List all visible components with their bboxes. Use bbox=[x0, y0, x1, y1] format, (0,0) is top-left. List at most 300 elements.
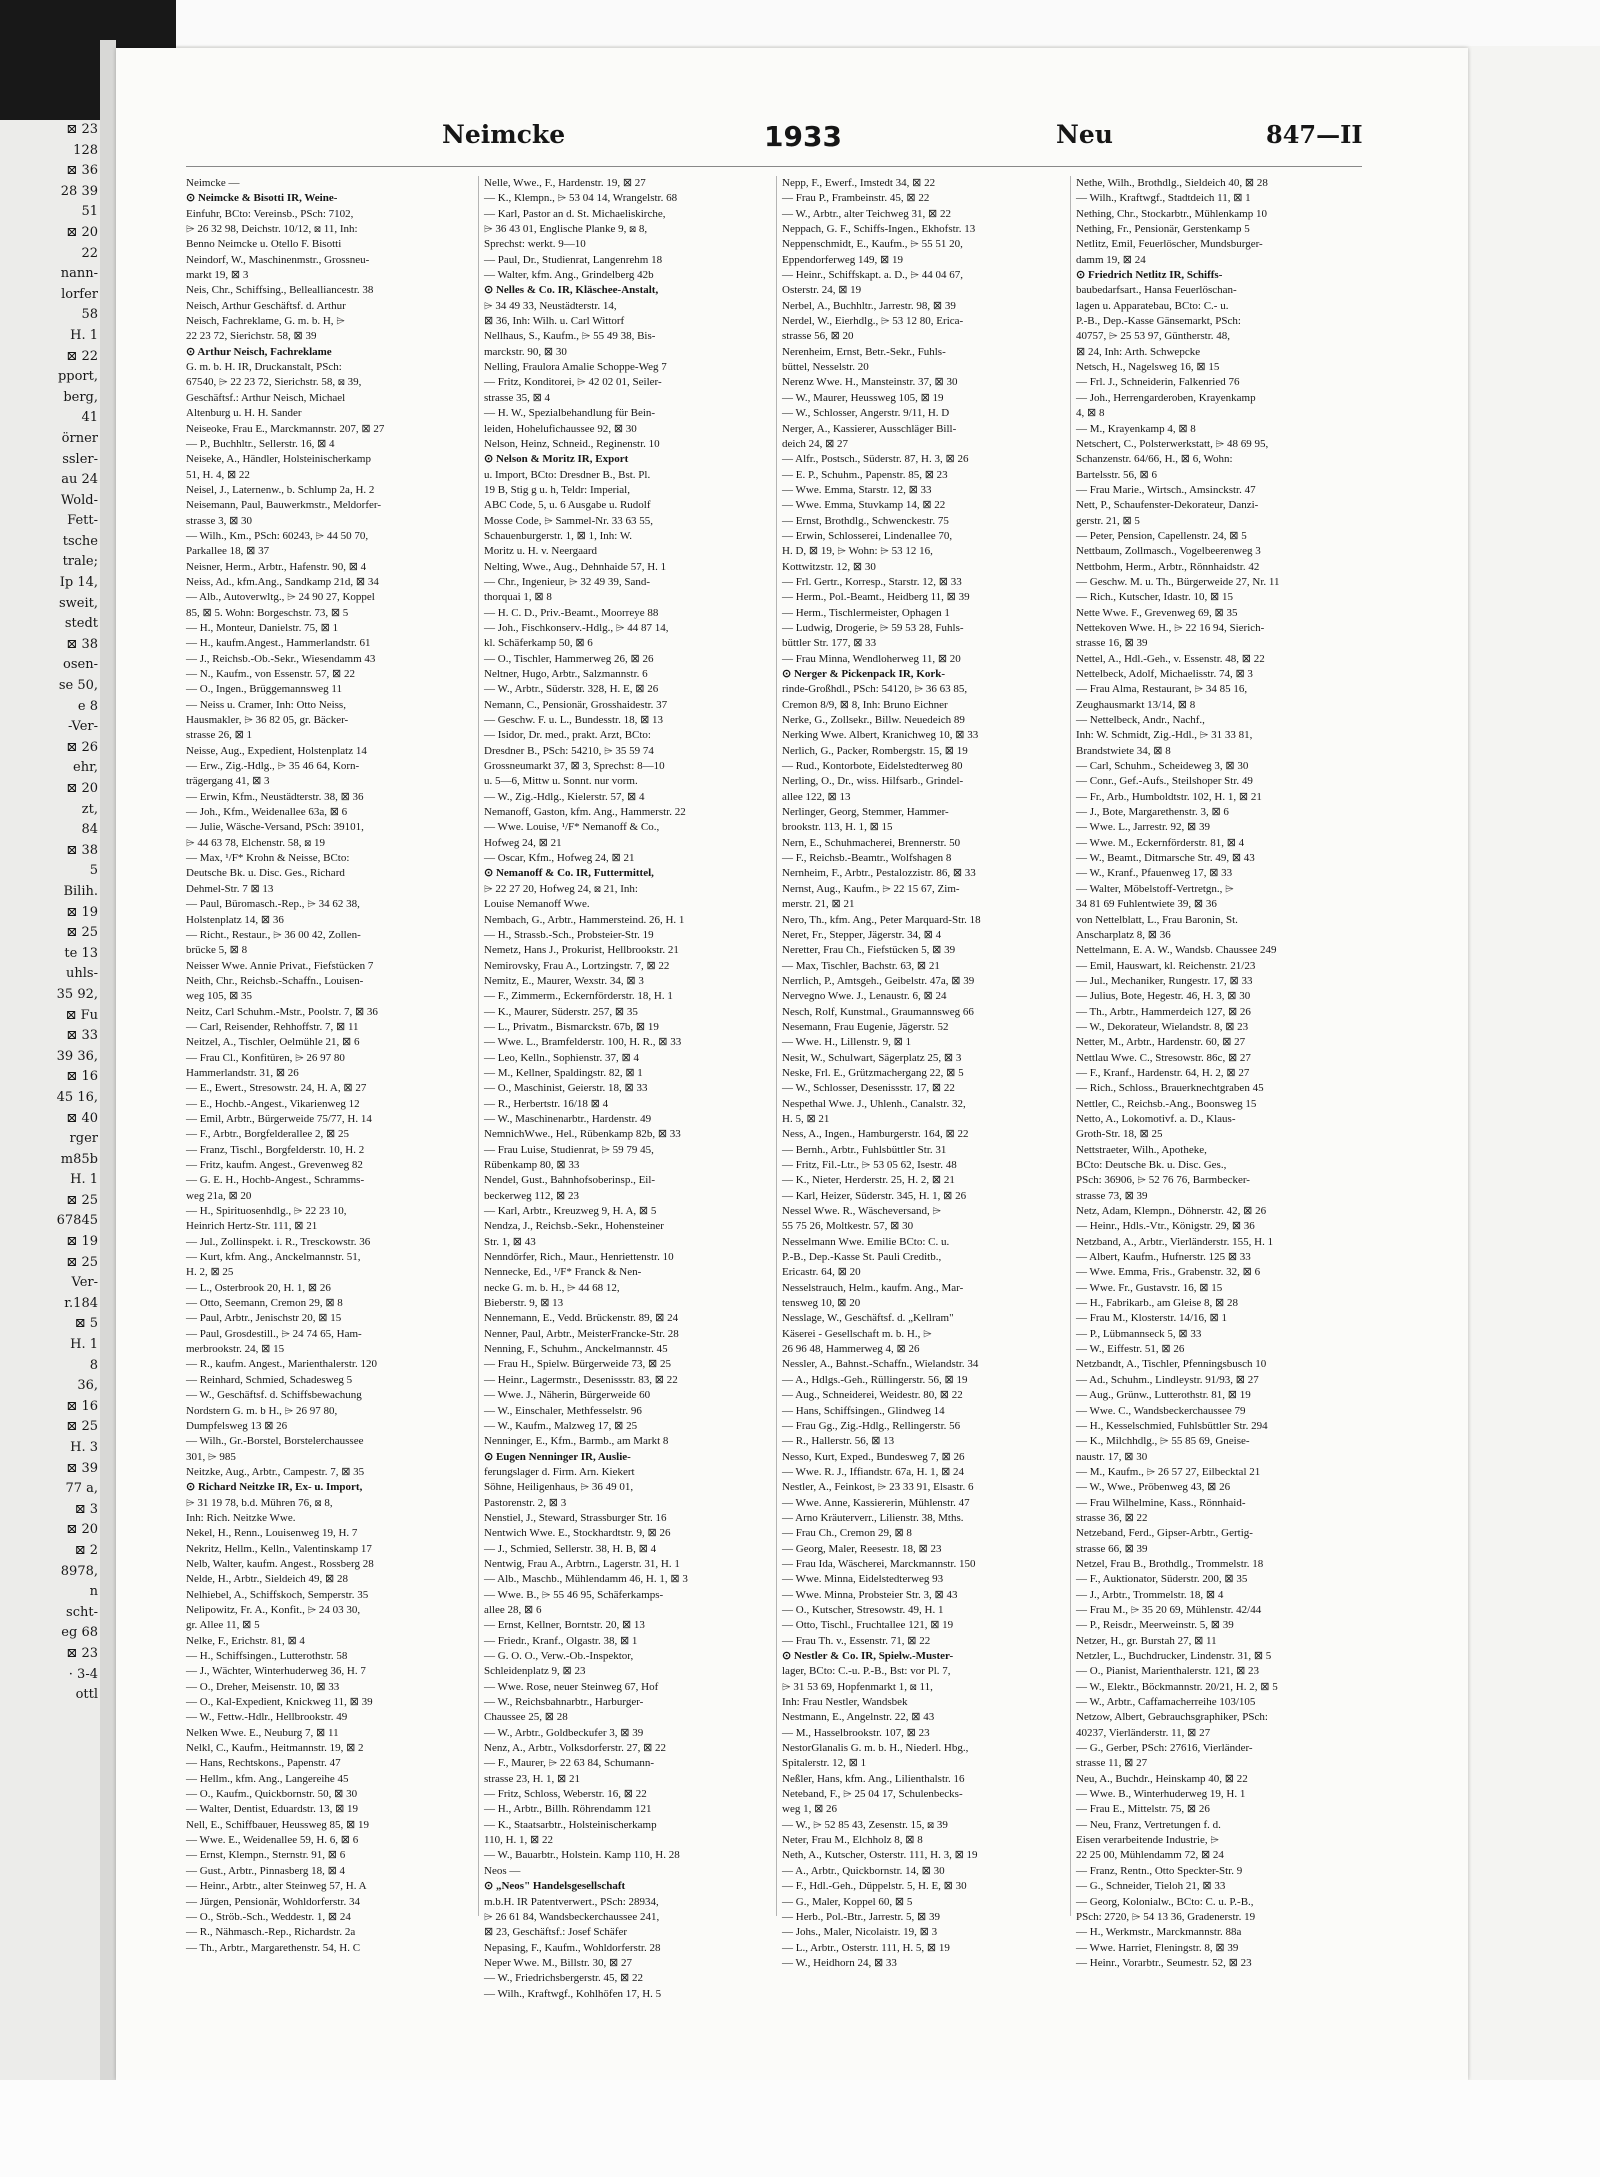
directory-entry-line: — Geschw. F. u. L., Bundesstr. 18, ⊠ 13 bbox=[484, 714, 664, 727]
previous-page-line: Ver- bbox=[71, 1275, 98, 1291]
directory-entry-line: ⊠ 24, Inh: Arth. Schwepcke bbox=[1076, 345, 1201, 358]
directory-entry-line: — Franz, Tischl., Borgfelderstr. 10, H. 2 bbox=[186, 1143, 365, 1156]
directory-entry-line: — W., Maschinenarbtr., Hardenstr. 49 bbox=[484, 1112, 652, 1125]
directory-entry-line: — Wwe. R. J., Iffiandstr. 67a, H. 1, ⊠ 24 bbox=[782, 1465, 965, 1478]
directory-entry-line: — Rud., Kontorbote, Eidelstedterweg 80 bbox=[782, 760, 963, 773]
directory-entry-line: Neter, Frau M., Elchholz 8, ⊠ 8 bbox=[782, 1834, 923, 1847]
directory-entry-line: — F., Auktionator, Süderstr. 200, ⊠ 35 bbox=[1076, 1573, 1248, 1586]
previous-page-line: 22 bbox=[81, 245, 98, 261]
directory-entry-line: — R., Nähmasch.-Rep., Richardstr. 2a bbox=[186, 1926, 356, 1939]
directory-entry-line: — H., Werkmstr., Marckmannstr. 88a bbox=[1076, 1926, 1242, 1939]
directory-entry-line: Neßler, Hans, kfm. Ang., Lilienthalstr. 16 bbox=[782, 1772, 965, 1785]
previous-page-line: 39 36, bbox=[56, 1048, 98, 1064]
directory-entry-line: — Hellm., kfm. Ang., Langereihe 45 bbox=[186, 1772, 349, 1785]
directory-entry-line: — Rich., Schloss., Brauerknechtgraben 45 bbox=[1076, 1082, 1264, 1095]
directory-entry-line: Netzler, L., Buchdrucker, Lindenstr. 31, ⊠ 5 bbox=[1076, 1650, 1272, 1662]
directory-entry-line: Nennecke, Ed., ¹/F* Franck & Nen- bbox=[484, 1266, 642, 1279]
directory-entry-line: — Neu, Franz, Vertretungen f. d. bbox=[1076, 1818, 1221, 1831]
directory-entry-line: Netzel, Frau B., Brothdlg., Trommelstr. 18 bbox=[1076, 1557, 1264, 1570]
previous-page-line: ⊠ 25 bbox=[66, 1254, 98, 1270]
previous-page-line: eg 68 bbox=[61, 1625, 98, 1641]
directory-entry-line: Nestmann, E., Angelnstr. 22, ⊠ 43 bbox=[782, 1711, 935, 1724]
directory-entry-line: Nero, Th., kfm. Ang., Peter Marquard-Str. 18 bbox=[782, 913, 981, 926]
directory-entry-line: Nordstern G. m. b H., ⌲ 26 97 80, bbox=[186, 1404, 338, 1417]
directory-entry-line: — Wwe. B., ⌲ 55 46 95, Schäferkamps- bbox=[484, 1588, 664, 1601]
directory-entry-line: 19 B, Stig g u. h, Teldr: Imperial, bbox=[484, 483, 630, 496]
previous-page-line: Wold- bbox=[60, 492, 98, 508]
directory-entry-line: — Paul, Grosdestill., ⌲ 24 74 65, Ham- bbox=[186, 1327, 362, 1340]
directory-entry-line: lagen u. Apparatebau, BCto: C.- u. bbox=[1076, 299, 1229, 312]
directory-entry-line: Sprechst: werkt. 9—10 bbox=[484, 238, 586, 251]
directory-entry-line: Parkallee 18, ⊠ 37 bbox=[186, 545, 270, 558]
directory-entry-line: — N., Kaufm., von Essenstr. 57, ⊠ 22 bbox=[186, 668, 356, 680]
previous-page-line: · 3-4 bbox=[68, 1666, 98, 1682]
directory-entry-line: Netz, Adam, Klempn., Döhnerstr. 42, ⊠ 26 bbox=[1076, 1205, 1267, 1218]
directory-entry-line: Neith, Chr., Reichsb.-Schaffn., Louisen- bbox=[186, 974, 364, 987]
directory-entry-line: strasse 11, ⊠ 27 bbox=[1076, 1757, 1148, 1770]
directory-entry-line: — L., Osterbrook 20, H. 1, ⊠ 26 bbox=[186, 1281, 331, 1294]
previous-page-line: ⊠ 19 bbox=[66, 1234, 98, 1250]
directory-entry-line: ⌲ 34 49 33, Neustädterstr. 14, bbox=[484, 299, 617, 312]
directory-entry-line: — Frau Alma, Restaurant, ⌲ 34 85 16, bbox=[1076, 683, 1248, 696]
previous-page-line: örner bbox=[61, 430, 98, 446]
directory-entry-line: deich 24, ⊠ 27 bbox=[782, 437, 849, 450]
previous-page-line: ⊠ 20 bbox=[66, 1522, 98, 1538]
directory-entry-line: — W., Kranf., Pfauenweg 17, ⊠ 33 bbox=[1076, 867, 1233, 880]
previous-page-line: tsche bbox=[62, 533, 98, 549]
directory-entry-line: — A., Hdlgs.-Geh., Rüllingerstr. 56, ⊠ 19 bbox=[782, 1373, 968, 1386]
previous-page-line: zt, bbox=[81, 801, 98, 817]
directory-entry-line: Neis, Chr., Schiffsing., Bellealliancestr. 38 bbox=[186, 284, 374, 297]
directory-entry-line: — Wwe. L., Bramfelderstr. 100, H. R., ⊠ 33 bbox=[484, 1036, 682, 1049]
directory-entry-line: — O., Ingen., Brüggemannsweg 11 bbox=[186, 683, 343, 696]
directory-entry-line: Neth, A., Kutscher, Osterstr. 111, H. 3, ⊠ 19 bbox=[782, 1849, 978, 1862]
directory-entry-line: — W., Reichsbahnarbtr., Harburger- bbox=[484, 1696, 644, 1709]
directory-entry-line: — O., Dreher, Meisenstr. 10, ⊠ 33 bbox=[186, 1680, 340, 1693]
directory-entry-line: — Wwe. Minna, Eidelstedterweg 93 bbox=[782, 1573, 944, 1586]
directory-entry-line: Nette Wwe. F., Grevenweg 69, ⊠ 35 bbox=[1076, 606, 1238, 619]
directory-entry-line: — Aug., Schneiderei, Weidestr. 80, ⊠ 22 bbox=[782, 1389, 963, 1402]
previous-page-line: m85b bbox=[60, 1151, 98, 1167]
directory-entry-line: baubedarfsart., Hansa Feuerlöschan- bbox=[1076, 284, 1237, 297]
previous-page-line: H. 1 bbox=[70, 1172, 98, 1188]
directory-entry-line: weg 105, ⊠ 35 bbox=[186, 990, 253, 1003]
directory-entry-line: Nembach, G., Arbtr., Hammersteind. 26, H. 1 bbox=[484, 913, 685, 926]
previous-page-line: berg, bbox=[63, 389, 98, 405]
directory-entry-line: Chaussee 25, ⊠ 28 bbox=[484, 1711, 568, 1724]
directory-entry-line: — R., Hallerstr. 56, ⊠ 13 bbox=[782, 1435, 895, 1448]
directory-entry-line: — Heinr., Schiffskapt. a. D., ⌲ 44 04 67, bbox=[782, 269, 963, 282]
directory-entry-line: — Reinhard, Schmied, Schadesweg 5 bbox=[186, 1373, 353, 1386]
directory-entry-line: ⌲ 44 63 78, Elchenstr. 58, ⊠ 19 bbox=[186, 836, 326, 849]
directory-entry-line: Neitzke, Aug., Arbtr., Campestr. 7, ⊠ 35 bbox=[186, 1465, 365, 1478]
directory-entry-line: ⌲ 31 19 78, b.d. Mühren 76, ⊠ 8, bbox=[186, 1496, 333, 1509]
directory-entry-line: Mosse Code, ⌲ Sammel-Nr. 33 63 55, bbox=[484, 514, 653, 527]
directory-entry-line: Neisser Wwe. Annie Privat., Fiefstücken 7 bbox=[186, 959, 374, 972]
directory-entry-line: rinde-Großhdl., PSch: 54120, ⌲ 36 63 85, bbox=[782, 683, 968, 696]
directory-entry-line: — Neiss u. Cramer, Inh: Otto Neiss, bbox=[186, 698, 346, 711]
directory-entry-line: Netschert, C., Polsterwerkstatt, ⌲ 48 69 95, bbox=[1076, 437, 1269, 450]
directory-entry-line: Bartelsstr. 56, ⊠ 6 bbox=[1076, 468, 1158, 481]
directory-entry-line: — W., Beamt., Ditmarsche Str. 49, ⊠ 43 bbox=[1076, 852, 1255, 865]
previous-page-line: Ip 14, bbox=[59, 575, 98, 591]
directory-entry-line: Hausmakler, ⌲ 36 82 05, gr. Bäcker- bbox=[186, 714, 349, 727]
directory-entry-line: H. 2, ⊠ 25 bbox=[186, 1266, 234, 1279]
directory-entry-line: Str. 1, ⊠ 43 bbox=[484, 1235, 536, 1248]
directory-entry-line: H. 5, ⊠ 21 bbox=[782, 1112, 830, 1125]
header-rule bbox=[186, 166, 1362, 167]
directory-entry-line: — R., kaufm. Angest., Marienthalerstr. 120 bbox=[186, 1358, 377, 1371]
directory-entry-line: — Alb., Autoverwltg., ⌲ 24 90 27, Koppel bbox=[186, 591, 375, 604]
directory-entry-line: 22 25 00, Mühlendamm 72, ⊠ 24 bbox=[1076, 1849, 1224, 1862]
directory-entry-line: — Frau Luise, Studienrat, ⌲ 59 79 45, bbox=[484, 1143, 654, 1156]
directory-entry-line: — W., Zig.-Hdlg., Kielerstr. 57, ⊠ 4 bbox=[484, 790, 645, 803]
previous-page-line: lorfer bbox=[61, 286, 98, 302]
directory-entry-line: — Geschw. M. u. Th., Bürgerweide 27, Nr. 11 bbox=[1076, 575, 1280, 588]
directory-entry-line: — K., Klempn., ⌲ 53 04 14, Wrangelstr. 68 bbox=[484, 192, 678, 205]
directory-entry-line: — Max, Tischler, Bachstr. 63, ⊠ 21 bbox=[782, 959, 940, 972]
directory-entry-line: strasse 23, H. 1, ⊠ 21 bbox=[484, 1772, 580, 1785]
previous-page-line: trale; bbox=[62, 554, 98, 570]
directory-entry-line: allee 122, ⊠ 13 bbox=[782, 790, 851, 803]
directory-entry-line: — Erwin, Kfm., Neustädterstr. 38, ⊠ 36 bbox=[186, 790, 364, 803]
directory-column-3 bbox=[782, 176, 1068, 1976]
directory-entry-line: Cremon 8/9, ⊠ 8, Inh: Bruno Eichner bbox=[782, 698, 948, 711]
directory-entry-line: ⌲ 26 61 84, Wandsbeckerchaussee 241, bbox=[484, 1910, 660, 1923]
directory-entry-line: 110, H. 1, ⊠ 22 bbox=[484, 1834, 554, 1847]
previous-page-line: 67845 bbox=[56, 1213, 98, 1229]
directory-entry-line: — O., Ströb.-Sch., Weddestr. 1, ⊠ 24 bbox=[186, 1910, 351, 1923]
directory-entry-line: — Th., Arbtr., Hammerdeich 127, ⊠ 26 bbox=[1076, 1005, 1251, 1018]
directory-entry-line: Nelhiebel, A., Schiffskoch, Semperstr. 35 bbox=[186, 1588, 369, 1601]
directory-entry-line: — Albert, Kaufm., Hufnerstr. 125 ⊠ 33 bbox=[1076, 1251, 1251, 1264]
directory-entry-line: brücke 5, ⊠ 8 bbox=[186, 944, 248, 957]
directory-entry-line: Nenning, F., Schuhm., Anckelmannstr. 45 bbox=[484, 1343, 668, 1356]
directory-entry-line: Nemirovsky, Frau A., Lortzingstr. 7, ⊠ 22 bbox=[484, 959, 670, 972]
column-divider bbox=[1070, 176, 1071, 1916]
directory-entry-line: 40237, Vierländerstr. 11, ⊠ 27 bbox=[1076, 1726, 1211, 1739]
directory-entry-line: — Isidor, Dr. med., prakt. Arzt, BCto: bbox=[484, 729, 651, 742]
directory-entry-line: Nerking Wwe. Albert, Kranichweg 10, ⊠ 33 bbox=[782, 729, 979, 742]
previous-page-line: 5 bbox=[89, 863, 98, 879]
directory-entry-line: Nemann, C., Pensionär, Grosshaidestr. 37 bbox=[484, 698, 668, 711]
previous-page-line: H. 3 bbox=[70, 1440, 98, 1455]
directory-entry-line: ⌲ 26 32 98, Deichstr. 10/12, ⊠ 11, Inh: bbox=[186, 223, 358, 236]
directory-entry-line: Söhne, Heiligenhaus, ⌲ 36 49 01, bbox=[484, 1481, 634, 1494]
directory-entry-line: — Karl, Pastor an d. St. Michaeliskirche, bbox=[484, 207, 666, 220]
directory-entry-line: Pastorenstr. 2, ⊠ 3 bbox=[484, 1496, 567, 1509]
directory-entry-line: — M., Kellner, Spaldingstr. 82, ⊠ 1 bbox=[484, 1066, 643, 1079]
directory-entry-line: P.-B., Dep.-Kasse St. Pauli Creditb., bbox=[782, 1251, 942, 1264]
directory-entry-line: — Wwe. Anne, Kassiererin, Mühlenstr. 47 bbox=[782, 1496, 970, 1509]
directory-entry-line: — M., Kaufm., ⌲ 26 57 27, Eilbecktal 21 bbox=[1076, 1465, 1261, 1478]
directory-entry-line: Neiseke, A., Händler, Holsteinischerkamp bbox=[186, 453, 371, 466]
directory-entry-line: — Karl, Heizer, Süderstr. 345, H. 1, ⊠ 26 bbox=[782, 1189, 967, 1202]
previous-page-line: nann- bbox=[60, 266, 98, 282]
directory-entry-line: Neisner, Herm., Arbtr., Hafenstr. 90, ⊠ 4 bbox=[186, 560, 367, 573]
directory-entry-line: weg 1, ⊠ 26 bbox=[782, 1803, 838, 1816]
directory-entry-line: u. 5—6, Mittw u. Sonnt. nur vorm. bbox=[484, 775, 638, 788]
directory-entry-line: 67540, ⌲ 22 23 72, Sierichstr. 58, ⊠ 39, bbox=[186, 376, 362, 389]
directory-entry-line: — W., Heidhorn 24, ⊠ 33 bbox=[782, 1956, 897, 1969]
directory-entry-line: — Ernst, Klempn., Sternstr. 91, ⊠ 6 bbox=[186, 1849, 346, 1862]
directory-entry-line: Moritz u. H. v. Neergaard bbox=[484, 545, 598, 558]
directory-entry-line: Neppenschmidt, E., Kaufm., ⌲ 55 51 20, bbox=[782, 238, 963, 251]
directory-entry-line: Nelting, Wwe., Aug., Dehnhaide 57, H. 1 bbox=[484, 560, 667, 573]
directory-entry-line: — Conr., Gef.-Aufs., Steilshoper Str. 49 bbox=[1076, 775, 1253, 788]
directory-entry-line: Nett, P., Schaufenster-Dekorateur, Danzi- bbox=[1076, 499, 1259, 512]
directory-entry-line: Holstenplatz 14, ⊠ 36 bbox=[186, 913, 284, 926]
previous-page-line: ⊠ 16 bbox=[66, 1398, 98, 1414]
directory-entry-line: strasse 56, ⊠ 20 bbox=[782, 330, 854, 343]
previous-page-line: e 8 bbox=[77, 698, 98, 714]
previous-page-line: 77 a, bbox=[65, 1481, 98, 1497]
directory-entry-line: Geschäftsf.: Arthur Neisch, Michael bbox=[186, 391, 346, 404]
directory-entry-line: Deutsche Bk. u. Disc. Ges., Richard bbox=[186, 867, 345, 880]
directory-entry-line: 26 96 48, Hammerweg 4, ⊠ 26 bbox=[782, 1343, 920, 1356]
directory-entry-line: u. Import, BCto: Dresdner B., Bst. Pl. bbox=[484, 468, 651, 481]
directory-entry-line: — Fritz, Schloss, Weberstr. 16, ⊠ 22 bbox=[484, 1788, 647, 1801]
directory-entry-line: ⊙ Nerger & Pickenpack IR, Kork- bbox=[782, 668, 945, 680]
previous-page-line: 8978, bbox=[60, 1563, 98, 1579]
directory-entry-line: Netlitz, Emil, Feuerlöscher, Mundsburger- bbox=[1076, 238, 1263, 251]
directory-entry-line: — O., Pianist, Marienthalerstr. 121, ⊠ 23 bbox=[1076, 1665, 1260, 1678]
directory-entry-line: — Walter, Dentist, Eduardstr. 13, ⊠ 19 bbox=[186, 1803, 359, 1816]
directory-entry-line: — Arno Kräuterverr., Lilienstr. 38, Mths. bbox=[782, 1511, 964, 1524]
directory-entry-line: ⌲ 36 43 01, Englische Planke 9, ⊠ 8, bbox=[484, 223, 648, 236]
directory-entry-line: Nenstiel, J., Steward, Strassburger Str. 16 bbox=[484, 1511, 667, 1524]
directory-entry-line: Nesselmann Wwe. Emilie BCto: C. u. bbox=[782, 1235, 950, 1248]
directory-entry-line: — Wwe. Louise, ¹/F* Nemanoff & Co., bbox=[484, 821, 660, 834]
directory-entry-line: — Erwin, Schlosserei, Lindenallee 70, bbox=[782, 529, 953, 542]
previous-page-line: 58 bbox=[81, 307, 98, 323]
directory-entry-line: — Alfr., Postsch., Süderstr. 87, H. 3, ⊠ 26 bbox=[782, 453, 969, 466]
directory-entry-line: Eppendorferweg 149, ⊠ 19 bbox=[782, 253, 904, 266]
directory-entry-line: Neretter, Frau Ch., Fiefstücken 5, ⊠ 39 bbox=[782, 944, 956, 957]
directory-entry-line: Neimcke — bbox=[186, 177, 240, 189]
directory-entry-line: Nettelbeck, Adolf, Michaelisstr. 74, ⊠ 3 bbox=[1076, 668, 1253, 680]
previous-page-line: 8 bbox=[89, 1357, 98, 1373]
directory-entry-line: marckstr. 90, ⊠ 30 bbox=[484, 345, 567, 358]
directory-entry-line: Neppach, G. F., Schiffs-Ingen., Ekhofstr. 13 bbox=[782, 223, 976, 236]
directory-entry-line: strasse 3, ⊠ 30 bbox=[186, 514, 253, 527]
directory-entry-line: Nespethal Wwe. J., Uhlenh., Canalstr. 32, bbox=[782, 1097, 966, 1110]
previous-page-line: Bilih. bbox=[63, 883, 98, 899]
directory-entry-line: — Friedr., Kranf., Olgastr. 38, ⊠ 1 bbox=[484, 1634, 638, 1647]
directory-entry-line: — Chr., Ingenieur, ⌲ 32 49 39, Sand- bbox=[484, 575, 651, 588]
directory-entry-line: — Wwe. Emma, Fris., Grabenstr. 32, ⊠ 6 bbox=[1076, 1266, 1261, 1279]
directory-entry-line: Einfuhr, BCto: Vereinsb., PSch: 7102, bbox=[186, 207, 354, 220]
directory-entry-line: — Herm., Pol.-Beamt., Heidberg 11, ⊠ 39 bbox=[782, 591, 970, 604]
previous-page-line: r.184 bbox=[64, 1295, 98, 1311]
directory-entry-line: — F., Maurer, ⌲ 22 63 84, Schumann- bbox=[484, 1757, 655, 1770]
directory-entry-line: Dumpfelsweg 13 ⊠ 26 bbox=[186, 1419, 288, 1432]
directory-entry-line: — Frl. J., Schneiderin, Falkenried 76 bbox=[1076, 376, 1240, 389]
directory-entry-line: Netter, M., Arbtr., Hardenstr. 60, ⊠ 27 bbox=[1076, 1036, 1246, 1049]
directory-entry-line: — H., Arbtr., Billh. Röhrendamm 121 bbox=[484, 1803, 652, 1816]
directory-entry-line: — Otto, Seemann, Cremon 29, ⊠ 8 bbox=[186, 1297, 343, 1310]
directory-entry-line: Dehmel-Str. 7 ⊠ 13 bbox=[186, 882, 274, 895]
directory-entry-line: — P., Buchhltr., Sellerstr. 16, ⊠ 4 bbox=[186, 437, 335, 450]
directory-entry-line: — Aug., Grünw., Lutterothstr. 81, ⊠ 19 bbox=[1076, 1389, 1251, 1402]
directory-entry-line: Hammerlandstr. 31, ⊠ 26 bbox=[186, 1066, 299, 1079]
previous-page-line: n bbox=[89, 1584, 98, 1600]
directory-entry-line: — Georg, Kolonialw., BCto: C. u. P.-B., bbox=[1076, 1895, 1254, 1908]
directory-entry-line: — Herb., Pol.-Btr., Jarrestr. 5, ⊠ 39 bbox=[782, 1910, 941, 1923]
directory-entry-line: Netzbandt, A., Tischler, Pfenningsbusch 10 bbox=[1076, 1358, 1267, 1371]
previous-page-line: rger bbox=[69, 1131, 98, 1147]
directory-entry-line: Nethe, Wilh., Brothdlg., Sieldeich 40, ⊠ 28 bbox=[1076, 177, 1268, 189]
previous-page-line: uhls- bbox=[66, 966, 98, 982]
directory-entry-line: — Otto, Tischl., Fruchtallee 121, ⊠ 19 bbox=[782, 1619, 954, 1632]
directory-entry-line: — W., Bauarbtr., Holstein. Kamp 110, H. 28 bbox=[484, 1849, 680, 1862]
directory-entry-line: — Rich., Kutscher, Idastr. 10, ⊠ 15 bbox=[1076, 591, 1233, 604]
directory-entry-line: Nesselstrauch, Helm., kaufm. Ang., Mar- bbox=[782, 1281, 964, 1294]
directory-entry-line: — W., Arbtr., alter Teichweg 31, ⊠ 22 bbox=[782, 207, 951, 220]
directory-column-2 bbox=[484, 176, 770, 2000]
directory-entry-line: Nettbohm, Herm., Arbtr., Rönnhaidstr. 42 bbox=[1076, 560, 1260, 573]
directory-entry-line: Nerenz Wwe. H., Mansteinstr. 37, ⊠ 30 bbox=[782, 376, 958, 389]
directory-entry-line: — G. E. H., Hochb-Angest., Schramms- bbox=[186, 1174, 365, 1187]
directory-entry-line: Inh: W. Schmidt, Zig.-Hdl., ⌲ 31 33 81, bbox=[1076, 729, 1253, 742]
directory-entry-line: Nelde, H., Arbtr., Sieldeich 49, ⊠ 28 bbox=[186, 1573, 348, 1586]
previous-page-line: se 50, bbox=[58, 678, 98, 694]
directory-entry-line: — Jul., Mechaniker, Rungestr. 17, ⊠ 33 bbox=[1076, 974, 1253, 987]
directory-entry-line: G. m. b. H. IR, Druckanstalt, PSch: bbox=[186, 361, 342, 374]
directory-entry-line: ⊙ Nemanoff & Co. IR, Futtermittel, bbox=[484, 867, 654, 880]
directory-entry-line: Netzeband, Ferd., Gipser-Arbtr., Gertig- bbox=[1076, 1527, 1253, 1540]
directory-entry-line: Nernst, Aug., Kaufm., ⌲ 22 15 67, Zim- bbox=[782, 882, 960, 895]
directory-entry-line: Nething, Chr., Stockarbtr., Mühlenkamp 10 bbox=[1076, 207, 1267, 220]
directory-entry-line: strasse 16, ⊠ 39 bbox=[1076, 637, 1148, 650]
directory-entry-line: — Wilh., Kraftwgf., Kohlhöfen 17, H. 5 bbox=[484, 1987, 662, 2000]
directory-entry-line: Osterstr. 24, ⊠ 19 bbox=[782, 284, 862, 297]
directory-entry-line: — Wwe. E., Weidenallee 59, H. 6, ⊠ 6 bbox=[186, 1834, 359, 1847]
directory-entry-line: Nennemann, E., Vedd. Brückenstr. 89, ⊠ 24 bbox=[484, 1312, 679, 1325]
directory-entry-line: — Erw., Zig.-Hdlg., ⌲ 35 46 64, Korn- bbox=[186, 760, 360, 773]
previous-page-line: 51 bbox=[81, 204, 98, 220]
previous-page-line: 36, bbox=[77, 1378, 98, 1394]
directory-entry-line: — Kurt, kfm. Ang., Anckelmannstr. 51, bbox=[186, 1251, 361, 1264]
directory-entry-line: Nessel Wwe. R., Wäscheversand, ⌲ bbox=[782, 1205, 942, 1218]
directory-entry-line: — Heinr., Arbtr., alter Steinweg 57, H. A bbox=[186, 1880, 367, 1893]
directory-entry-line: — Heinr., Vorarbtr., Seumestr. 52, ⊠ 23 bbox=[1076, 1956, 1252, 1969]
directory-entry-line: Nell, E., Schiffbauer, Heussweg 85, ⊠ 19 bbox=[186, 1818, 370, 1831]
directory-entry-line: — Wwe. J., Näherin, Bürgerweide 60 bbox=[484, 1389, 651, 1402]
directory-entry-line: Nerenheim, Ernst, Betr.-Sekr., Fuhls- bbox=[782, 345, 946, 358]
directory-entry-line: — W., Arbtr., Goldbeckufer 3, ⊠ 39 bbox=[484, 1726, 644, 1739]
directory-entry-line: Neltner, Hugo, Arbtr., Salzmannstr. 6 bbox=[484, 668, 648, 680]
directory-entry-line: Nettlau Wwe. C., Stresowstr. 86c, ⊠ 27 bbox=[1076, 1051, 1251, 1064]
directory-entry-line: Neisch, Arthur Geschäftsf. d. Arthur bbox=[186, 299, 346, 312]
directory-entry-line: 40757, ⌲ 25 53 97, Güntherstr. 48, bbox=[1076, 330, 1231, 343]
directory-entry-line: merstr. 21, ⊠ 21 bbox=[782, 898, 855, 911]
directory-entry-line: Schauenburgerstr. 1, ⊠ 1, Inh: W. bbox=[484, 529, 633, 542]
previous-page-line: 128 bbox=[73, 142, 98, 158]
directory-entry-line: Inh: Rich. Neitzke Wwe. bbox=[186, 1511, 296, 1524]
directory-entry-line: Neisel, J., Laternenw., b. Schlump 2a, H. 2 bbox=[186, 483, 375, 496]
directory-entry-line: — W., Elektr., Böckmannstr. 20/21, H. 2, ⊠ 5 bbox=[1076, 1680, 1278, 1693]
directory-entry-line: von Nettelblatt, L., Frau Baronin, St. bbox=[1076, 913, 1238, 926]
directory-entry-line: — Nettelbeck, Andr., Nachf., bbox=[1076, 714, 1205, 727]
directory-entry-line: büttler Str. 177, ⊠ 33 bbox=[782, 637, 877, 650]
directory-entry-line: — E., Hochb.-Angest., Vikarienweg 12 bbox=[186, 1097, 360, 1110]
previous-page-line: ⊠ 25 bbox=[66, 925, 98, 941]
directory-entry-line: Netzer, H., gr. Burstah 27, ⊠ 11 bbox=[1076, 1634, 1217, 1647]
directory-entry-line: tensweg 10, ⊠ 20 bbox=[782, 1297, 861, 1310]
previous-page-line: ⊠ 16 bbox=[66, 1069, 98, 1085]
directory-entry-line: NestorGlanalis G. m. b. H., Niederl. Hbg., bbox=[782, 1742, 969, 1755]
directory-entry-line: Käserei - Gesellschaft m. b. H., ⌲ bbox=[782, 1327, 932, 1340]
directory-entry-line: Bieberstr. 9, ⊠ 13 bbox=[484, 1297, 564, 1310]
directory-entry-line: Nemanoff, Gaston, kfm. Ang., Hammerstr. 22 bbox=[484, 806, 686, 819]
directory-entry-line: Ericastr. 64, ⊠ 20 bbox=[782, 1266, 861, 1279]
directory-entry-line: — H. C. D., Priv.-Beamt., Moorreye 88 bbox=[484, 606, 659, 619]
directory-entry-line: Nerbel, A., Buchhltr., Jarrestr. 98, ⊠ 39 bbox=[782, 299, 956, 312]
directory-entry-line: — Walter, Möbelstoff-Vertretgn., ⌲ bbox=[1076, 882, 1234, 895]
directory-entry-line: 34 81 69 Fuhlentwiete 39, ⊠ 36 bbox=[1076, 898, 1217, 911]
previous-page-line: ⊠ 39 bbox=[66, 1460, 98, 1476]
directory-entry-line: — Fritz, kaufm. Angest., Grevenweg 82 bbox=[186, 1159, 363, 1171]
directory-entry-line: 301, ⌲ 985 bbox=[186, 1450, 236, 1463]
directory-entry-line: Nething, Fr., Pensionär, Gerstenkamp 5 bbox=[1076, 223, 1250, 236]
directory-entry-line: — Leo, Kelln., Sophienstr. 37, ⊠ 4 bbox=[484, 1051, 639, 1064]
directory-entry-line: — W., Schlosser, Angerstr. 9/11, H. D bbox=[782, 407, 950, 420]
directory-entry-line: Nerlich, G., Packer, Rombergstr. 15, ⊠ 19 bbox=[782, 744, 968, 757]
directory-entry-line: — Wwe. Fr., Gustavstr. 16, ⊠ 15 bbox=[1076, 1281, 1223, 1294]
directory-entry-line: — Hans, Schiffsingen., Glindweg 14 bbox=[782, 1404, 945, 1417]
directory-entry-line: strasse 35, ⊠ 4 bbox=[484, 391, 551, 404]
directory-entry-line: Nern, E., Schuhmacherei, Brennerstr. 50 bbox=[782, 836, 961, 849]
directory-entry-line: Nelke, F., Erichstr. 81, ⊠ 4 bbox=[186, 1634, 305, 1647]
header-last-entry: Neu bbox=[1056, 120, 1113, 149]
directory-entry-line: — H., Strassb.-Sch., Probsteier-Str. 19 bbox=[484, 928, 654, 941]
directory-entry-line: — Frau M., ⌲ 35 20 69, Mühlenstr. 42/44 bbox=[1076, 1603, 1262, 1616]
directory-entry-line: ⌲ 22 27 20, Hofweg 24, ⊠ 21, Inh: bbox=[484, 882, 638, 895]
directory-entry-line: strasse 36, ⊠ 22 bbox=[1076, 1511, 1148, 1524]
previous-page-line: ottl bbox=[75, 1687, 98, 1703]
directory-entry-line: Neiseoke, Frau E., Marckmannstr. 207, ⊠ 27 bbox=[186, 422, 385, 435]
directory-entry-line: — F., Arbtr., Borgfelderallee 2, ⊠ 25 bbox=[186, 1128, 350, 1141]
directory-entry-line: — Georg, Maler, Reesestr. 18, ⊠ 23 bbox=[782, 1542, 942, 1555]
directory-entry-line: — Frau Ida, Wäscherei, Marckmannstr. 150 bbox=[782, 1557, 976, 1570]
directory-entry-line: Nettler, C., Reichsb.-Ang., Boonsweg 15 bbox=[1076, 1097, 1257, 1110]
directory-column-4 bbox=[1076, 176, 1362, 1976]
directory-entry-line: ⊙ Friedrich Netlitz IR, Schiffs- bbox=[1076, 269, 1223, 282]
directory-entry-line: Nelson, Heinz, Schneid., Reginenstr. 10 bbox=[484, 437, 660, 450]
directory-entry-line: — Frau P., Frambeinstr. 45, ⊠ 22 bbox=[782, 192, 930, 205]
directory-entry-line: gr. Allee 11, ⊠ 5 bbox=[186, 1619, 260, 1632]
directory-entry-line: — O., Kaufm., Quickbornstr. 50, ⊠ 30 bbox=[186, 1788, 358, 1801]
directory-entry-line: — Frau H., Spielw. Bürgerweide 73, ⊠ 25 bbox=[484, 1358, 672, 1371]
directory-entry-line: — Richt., Restaur., ⌲ 36 00 42, Zollen- bbox=[186, 928, 361, 941]
previous-page-line: ehr, bbox=[73, 760, 98, 776]
previous-page-line: 35 92, bbox=[56, 986, 98, 1002]
directory-entry-line: markt 19, ⊠ 3 bbox=[186, 269, 249, 282]
directory-entry-line: — H., Monteur, Danielstr. 75, ⊠ 1 bbox=[186, 621, 339, 634]
previous-page-line: ⊠ 2 bbox=[74, 1542, 98, 1558]
directory-entry-line: Groth-Str. 18, ⊠ 25 bbox=[1076, 1128, 1163, 1141]
directory-entry-line: trägergang 41, ⊠ 3 bbox=[186, 775, 270, 788]
previous-page-line: ⊠ 38 bbox=[66, 842, 98, 858]
previous-page-line: Fett- bbox=[67, 513, 98, 529]
directory-entry-line: ⊠ 23, Geschäftsf.: Josef Schäfer bbox=[484, 1926, 628, 1939]
directory-entry-line: — Paul, Dr., Studienrat, Langenrehm 18 bbox=[484, 253, 663, 266]
directory-entry-line: Neper Wwe. M., Billstr. 30, ⊠ 27 bbox=[484, 1956, 633, 1969]
directory-entry-line: — Fritz, Fil.-Ltr., ⌲ 53 05 62, Isestr. 48 bbox=[782, 1159, 957, 1171]
directory-entry-line: Nestler, A., Feinkost, ⌲ 23 33 91, Elsastr. 6 bbox=[782, 1481, 974, 1494]
directory-entry-line: Kottwitzstr. 12, ⊠ 30 bbox=[782, 560, 876, 573]
